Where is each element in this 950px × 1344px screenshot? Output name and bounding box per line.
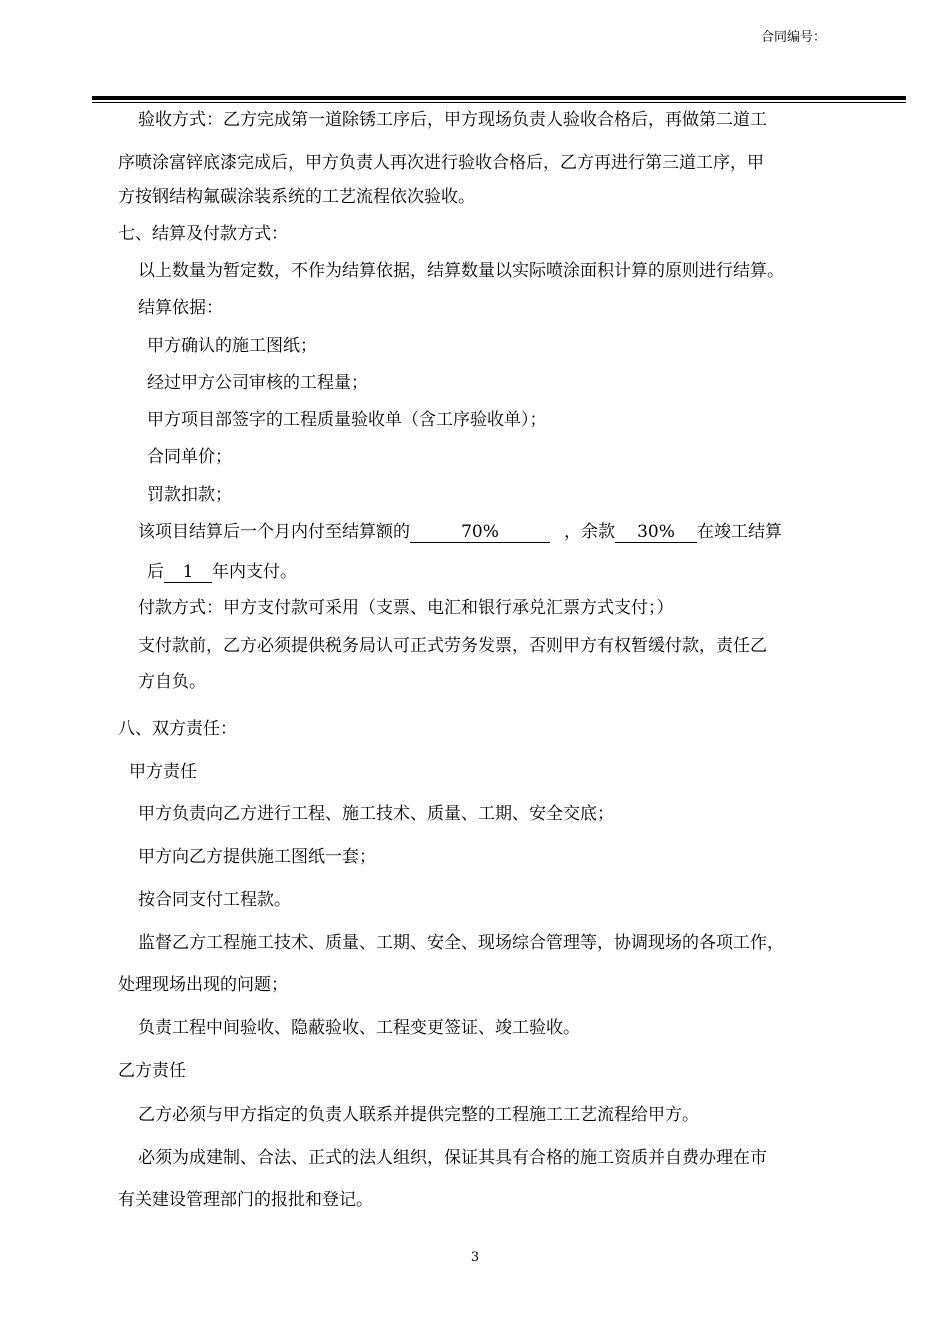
section-7-title: 七、结算及付款方式：	[118, 224, 288, 244]
party-b-item: 必须为成建制、合法、正式的法人组织，保证其具有合格的施工资质并自费办理在市	[138, 1148, 767, 1168]
party-a-item: 监督乙方工程施工技术、质量、工期、安全、现场综合管理等，协调现场的各项工作，	[138, 933, 784, 953]
acceptance-line-2: 序喷涂富锌底漆完成后，甲方负责人再次进行验收合格后，乙方再进行第三道工序，甲	[118, 153, 764, 173]
basis-item: 罚款扣款；	[147, 485, 232, 505]
remainder-percent-field: 30%	[615, 522, 697, 543]
party-a-item: 甲方负责向乙方进行工程、施工技术、质量、工期、安全交底；	[138, 804, 614, 824]
payment-terms-line-2	[147, 561, 297, 583]
party-b-item: 有关建设管理部门的报批和登记。	[118, 1190, 373, 1210]
party-a-item: 按合同支付工程款。	[138, 890, 291, 910]
basis-item: 甲方确认的施工图纸；	[147, 336, 317, 356]
invoice-line-1: 支付款前，乙方必须提供税务局认可正式劳务发票，否则甲方有权暂缓付款，责任乙	[138, 636, 767, 656]
payment-percent-field: 70%	[410, 522, 550, 543]
party-a-title: 甲方责任	[129, 762, 197, 782]
basis-item: 甲方项目部签字的工程质量验收单（含工序验收单）；	[147, 410, 547, 430]
invoice-line-2: 方自负。	[138, 672, 206, 692]
basis-item: 经过甲方公司审核的工程量；	[147, 373, 368, 393]
acceptance-line-3: 方按钢结构氟碳涂装系统的工艺流程依次验收。	[118, 187, 475, 207]
payment-years-field: 1	[164, 562, 212, 583]
basis-title: 结算依据：	[138, 298, 223, 318]
payment-method: 付款方式：甲方支付款可采用（支票、电汇和银行承兑汇票方式支付；）	[138, 598, 674, 618]
payment-text: 该项目结算后一个月内付至结算额的	[138, 522, 410, 542]
party-a-item: 负责工程中间验收、隐蔽验收、工程变更签证、竣工验收。	[138, 1018, 580, 1038]
payment-terms-line-1	[138, 521, 782, 543]
party-a-item: 甲方向乙方提供施工图纸一套；	[138, 847, 376, 867]
party-b-item: 乙方必须与甲方指定的负责人联系并提供完整的工程施工工艺流程给甲方。	[138, 1105, 699, 1125]
payment-text: 在竣工结算	[697, 522, 782, 542]
contract-number-label: 合同编号：	[760, 30, 826, 45]
payment-text: 年内支付。	[212, 562, 297, 582]
party-b-title: 乙方责任	[118, 1061, 186, 1081]
party-a-item: 处理现场出现的问题；	[118, 975, 288, 995]
basis-item: 合同单价；	[147, 447, 232, 467]
quantity-note: 以上数量为暂定数，不作为结算依据，结算数量以实际喷涂面积计算的原则进行结算。	[138, 261, 784, 281]
payment-text: ，余款	[564, 522, 615, 542]
header-rule-thick	[92, 96, 906, 100]
page-number: 3	[470, 1250, 480, 1265]
section-8-title: 八、双方责任：	[118, 719, 237, 739]
acceptance-line-1: 验收方式：乙方完成第一道除锈工序后，甲方现场负责人验收合格后，再做第二道工	[138, 110, 767, 130]
header-rule-thin	[92, 102, 906, 103]
payment-text: 后	[147, 562, 164, 582]
